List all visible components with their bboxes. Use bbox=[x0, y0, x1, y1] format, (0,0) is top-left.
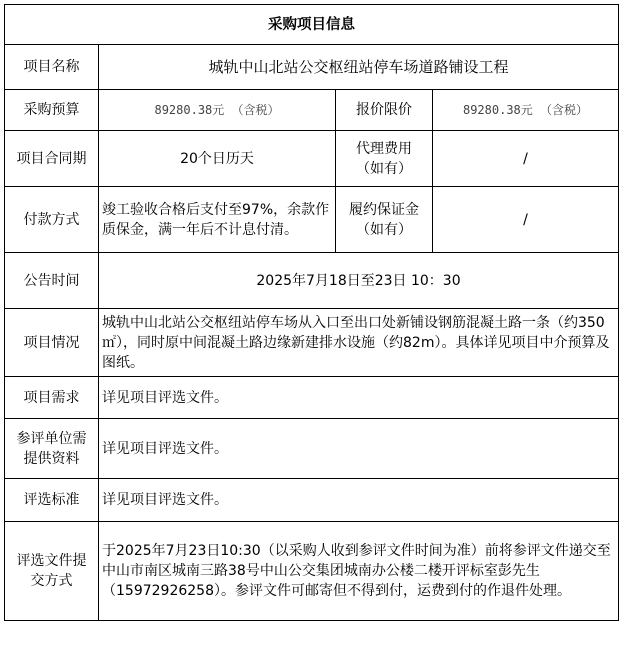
criteria-label: 评选标准 bbox=[5, 479, 99, 522]
agent-fee-value: / bbox=[433, 131, 619, 187]
bidder-docs-value: 详见项目评选文件。 bbox=[99, 419, 619, 479]
payment-value: 竣工验收合格后支付至97%，余款作质保金，满一年后不计息付清。 bbox=[99, 187, 336, 253]
bond-label bbox=[336, 187, 433, 253]
submission-label bbox=[5, 522, 99, 621]
requirements-label: 项目需求 bbox=[5, 377, 99, 419]
project-info-label: 项目情况 bbox=[5, 309, 99, 377]
bidder-docs-label bbox=[5, 419, 99, 479]
table-title: 采购项目信息 bbox=[5, 5, 619, 45]
submission-label-line1: 评选文件提 bbox=[16, 553, 87, 569]
project-name-label: 项目名称 bbox=[5, 45, 99, 90]
bidder-docs-label-line2: 提供资料 bbox=[23, 450, 80, 467]
announce-time-label: 公告时间 bbox=[5, 253, 99, 309]
agent-fee-label-line2: （如有） bbox=[356, 160, 412, 177]
bond-label-line2: （如有） bbox=[356, 221, 412, 238]
contract-period-label: 项目合同期 bbox=[5, 131, 99, 187]
budget-value: 89280.38元 （含税） bbox=[99, 90, 336, 131]
criteria-value: 详见项目评选文件。 bbox=[99, 479, 619, 522]
project-info-value: 城轨中山北站公交枢纽站停车场从入口至出口处新铺设钢筋混凝土路一条（约350㎡），同时原中间混凝土路边缘新建排水设施（约82m）。具体详见项目中介预算及图纸。 bbox=[99, 309, 619, 377]
price-limit-value: 89280.38元 （含税） bbox=[433, 90, 619, 131]
bond-label-line1: 履约保证金 bbox=[349, 201, 419, 218]
contract-period-value: 20个日历天 bbox=[99, 131, 336, 187]
project-name-value: 城轨中山北站公交枢纽站停车场道路铺设工程 bbox=[99, 45, 619, 90]
announce-time-value: 2025年7月18日至23日 10：30 bbox=[99, 253, 619, 309]
bond-value: / bbox=[433, 187, 619, 253]
agent-fee-label-line1: 代理费用 bbox=[356, 140, 412, 157]
submission-label-line2: 交方式 bbox=[30, 573, 73, 589]
payment-label: 付款方式 bbox=[5, 187, 99, 253]
submission-value: 于2025年7月23日10:30（以采购人收到参评文件时间为准）前将参评文件递交至中山市南区城南三路38号中山公交集团城南办公楼二楼开评标室彭先生（15972926258）。参评文件可邮寄但不得到付，运费到付的作退件处理。 bbox=[99, 522, 619, 621]
bidder-docs-label-line1: 参评单位需 bbox=[16, 430, 87, 447]
agent-fee-label bbox=[336, 131, 433, 187]
requirements-value: 详见项目评选文件。 bbox=[99, 377, 619, 419]
price-limit-label: 报价限价 bbox=[336, 90, 433, 131]
procurement-info-table bbox=[4, 4, 619, 621]
budget-label: 采购预算 bbox=[5, 90, 99, 131]
